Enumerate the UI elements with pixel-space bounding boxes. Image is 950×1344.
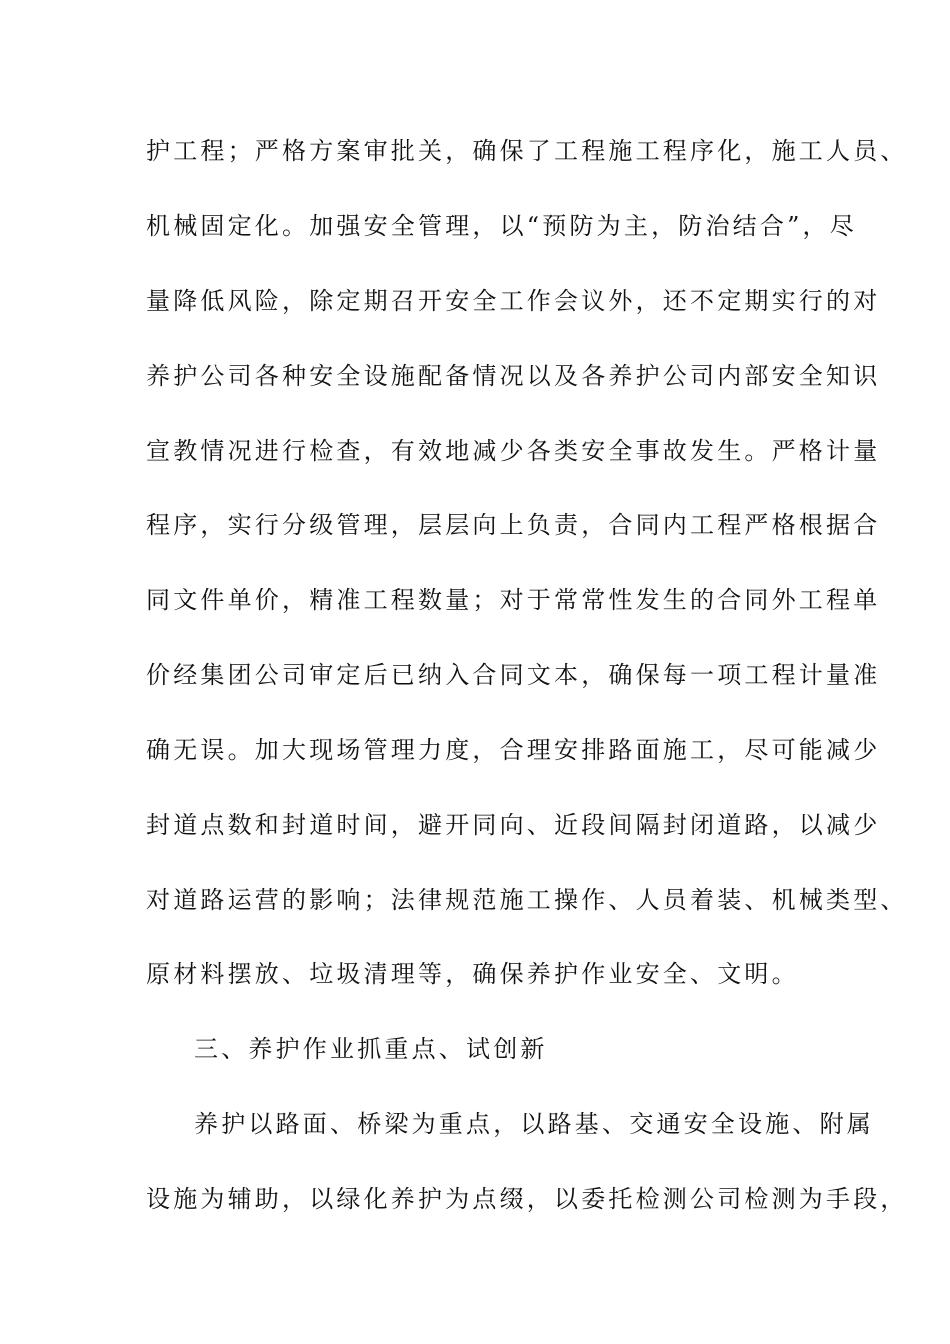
paragraph-line: 设施为辅助，以绿化养护为点缀，以委托检测公司检测为手段， xyxy=(146,1185,908,1213)
section-heading: 三、养护作业抓重点、试创新 xyxy=(194,1035,548,1063)
paragraph-line: 价经集团公司审定后已纳入合同文本，确保每一项工程计量准 xyxy=(146,661,881,689)
paragraph-line: 护工程；严格方案审批关，确保了工程施工程序化，施工人员、 xyxy=(146,137,908,165)
paragraph-line: 确无误。加大现场管理力度，合理安排路面施工，尽可能减少 xyxy=(146,736,881,764)
paragraph-line: 同文件单价，精准工程数量；对于常常性发生的合同外工程单 xyxy=(146,586,881,614)
paragraph-line: 封道点数和封道时间，避开同向、近段间隔封闭道路，以减少 xyxy=(146,811,881,839)
paragraph-line: 程序，实行分级管理，层层向上负责，合同内工程严格根据合 xyxy=(146,511,881,539)
paragraph-line: 宣教情况进行检查，有效地减少各类安全事故发生。严格计量 xyxy=(146,437,881,465)
paragraph-line: 养护以路面、桥梁为重点，以路基、交通安全设施、附属 xyxy=(194,1110,874,1138)
paragraph-line: 养护公司各种安全设施配备情况以及各养护公司内部安全知识 xyxy=(146,362,881,390)
paragraph-line: 机械固定化。加强安全管理，以“预防为主，防治结合”，尽 xyxy=(146,212,857,240)
paragraph-line: 原材料摆放、垃圾清理等，确保养护作业安全、文明。 xyxy=(146,960,799,988)
paragraph-line: 量降低风险，除定期召开安全工作会议外，还不定期实行的对 xyxy=(146,287,881,315)
paragraph-line: 对道路运营的影响；法律规范施工操作、人员着装、机械类型、 xyxy=(146,886,908,914)
